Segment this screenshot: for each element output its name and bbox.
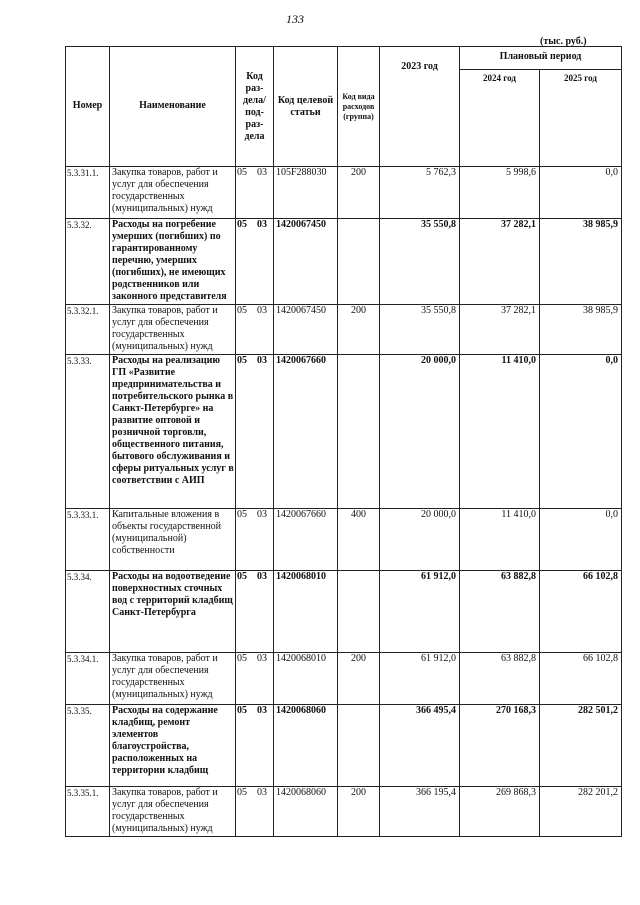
table-row: [66, 355, 622, 509]
table-row: [66, 653, 622, 705]
row-number: 5.3.32.1.: [66, 305, 110, 355]
table-row: [66, 167, 622, 219]
table-row: [66, 705, 622, 787]
table-row: [66, 219, 622, 305]
row-section: 05: [237, 167, 247, 178]
row-expense-type: [338, 219, 380, 305]
row-value-2025: 282 201,2: [540, 787, 622, 837]
row-name: Расходы на водоотведение поверхностных сточных вод с территорий кладбищ Санкт-Петербурга: [110, 571, 236, 653]
row-target-code: 1420068010: [274, 653, 338, 705]
row-section: 05: [237, 571, 247, 582]
row-section-code: [236, 219, 274, 305]
row-section: 05: [237, 653, 247, 664]
header-section: Код раз-дела/ под-раз-дела: [236, 47, 274, 167]
row-target-code: 1420067660: [274, 355, 338, 509]
row-value-2023: 35 550,8: [380, 219, 460, 305]
row-section: 05: [237, 705, 247, 716]
row-number: 5.3.31.1.: [66, 167, 110, 219]
row-expense-type: 200: [338, 653, 380, 705]
row-target-code: 1420068010: [274, 571, 338, 653]
row-subsection: 03: [257, 571, 267, 582]
row-name: Закупка товаров, работ и услуг для обеспечения государственных (муниципальных) нужд: [110, 305, 236, 355]
row-number: 5.3.34.: [66, 571, 110, 653]
row-number: 5.3.32.: [66, 219, 110, 305]
row-section: 05: [237, 509, 247, 520]
row-value-2025: 66 102,8: [540, 653, 622, 705]
row-name: Капитальные вложения в объекты государственной (муниципальной) собственности: [110, 509, 236, 571]
row-number: 5.3.33.1.: [66, 509, 110, 571]
row-value-2025: 0,0: [540, 509, 622, 571]
row-subsection: 03: [257, 509, 267, 520]
row-name: Закупка товаров, работ и услуг для обеспечения государственных (муниципальных) нужд: [110, 787, 236, 837]
row-section: 05: [237, 787, 247, 798]
table-row: [66, 571, 622, 653]
header-target: Код целевой статьи: [274, 47, 338, 167]
row-value-2025: 38 985,9: [540, 219, 622, 305]
header-2023: 2023 год: [380, 47, 460, 167]
row-value-2024: 37 282,1: [460, 305, 540, 355]
row-expense-type: [338, 355, 380, 509]
row-section-code: [236, 305, 274, 355]
row-value-2024: 37 282,1: [460, 219, 540, 305]
row-subsection: 03: [257, 653, 267, 664]
row-section: 05: [237, 219, 247, 230]
row-value-2024: 11 410,0: [460, 355, 540, 509]
row-value-2023: 61 912,0: [380, 653, 460, 705]
row-subsection: 03: [257, 219, 267, 230]
row-value-2025: 0,0: [540, 167, 622, 219]
header-2024: 2024 год: [460, 70, 540, 167]
row-section-code: [236, 653, 274, 705]
row-value-2025: 66 102,8: [540, 571, 622, 653]
row-target-code: 1420067450: [274, 219, 338, 305]
row-expense-type: [338, 571, 380, 653]
row-subsection: 03: [257, 787, 267, 798]
row-section-code: [236, 705, 274, 787]
table-row: [66, 787, 622, 837]
row-target-code: 1420068060: [274, 787, 338, 837]
row-value-2023: 20 000,0: [380, 509, 460, 571]
row-expense-type: 200: [338, 167, 380, 219]
header-planning-period: Плановый период: [460, 47, 622, 70]
units-label: (тыс. руб.): [540, 36, 587, 47]
row-value-2024: 270 168,3: [460, 705, 540, 787]
row-name: Расходы на содержание кладбищ, ремонт элементов благоустройства, расположенных на территории кладбищ: [110, 705, 236, 787]
row-section-code: [236, 571, 274, 653]
row-number: 5.3.35.1.: [66, 787, 110, 837]
row-section-code: [236, 787, 274, 837]
row-subsection: 03: [257, 355, 267, 366]
row-value-2023: 366 195,4: [380, 787, 460, 837]
row-value-2023: 20 000,0: [380, 355, 460, 509]
header-name: Наименование: [110, 47, 236, 167]
row-value-2024: 5 998,6: [460, 167, 540, 219]
header-expense-type: Код вида расходов (группа): [338, 47, 380, 167]
row-expense-type: 400: [338, 509, 380, 571]
row-target-code: 1420067660: [274, 509, 338, 571]
row-target-code: 1420068060: [274, 705, 338, 787]
row-value-2024: 63 882,8: [460, 571, 540, 653]
row-value-2025: 0,0: [540, 355, 622, 509]
header-number: Номер: [66, 47, 110, 167]
row-number: 5.3.35.: [66, 705, 110, 787]
row-value-2024: 11 410,0: [460, 509, 540, 571]
row-section: 05: [237, 355, 247, 366]
row-value-2023: 5 762,3: [380, 167, 460, 219]
table-row: [66, 509, 622, 571]
row-number: 5.3.34.1.: [66, 653, 110, 705]
row-expense-type: [338, 705, 380, 787]
row-section-code: [236, 509, 274, 571]
row-number: 5.3.33.: [66, 355, 110, 509]
row-section-code: [236, 355, 274, 509]
row-target-code: 1420067450: [274, 305, 338, 355]
row-value-2023: 61 912,0: [380, 571, 460, 653]
table-row: [66, 305, 622, 355]
row-target-code: 105F288030: [274, 167, 338, 219]
row-value-2023: 366 495,4: [380, 705, 460, 787]
page-number: 133: [286, 12, 304, 26]
row-section-code: [236, 167, 274, 219]
row-value-2024: 269 868,3: [460, 787, 540, 837]
row-name: Расходы на погребение умерших (погибших) по гарантированному перечню, умерших (погибших), не имеющих родственников или законного представителя: [110, 219, 236, 305]
row-name: Закупка товаров, работ и услуг для обеспечения государственных (муниципальных) нужд: [110, 167, 236, 219]
row-value-2023: 35 550,8: [380, 305, 460, 355]
row-value-2025: 282 501,2: [540, 705, 622, 787]
budget-table: [65, 46, 622, 837]
row-subsection: 03: [257, 305, 267, 316]
row-expense-type: 200: [338, 787, 380, 837]
row-expense-type: 200: [338, 305, 380, 355]
row-name: Расходы на реализацию ГП «Развитие предпринимательства и потребительского рынка в Санкт-Петербурге» на развитие оптовой и розничной торговли, общественного питания, бытового обслуживания и сферы ритуальных услуг в соответствии с АИП: [110, 355, 236, 509]
row-subsection: 03: [257, 705, 267, 716]
header-2025: 2025 год: [540, 70, 622, 167]
row-subsection: 03: [257, 167, 267, 178]
row-value-2024: 63 882,8: [460, 653, 540, 705]
row-value-2025: 38 985,9: [540, 305, 622, 355]
row-name: Закупка товаров, работ и услуг для обеспечения государственных (муниципальных) нужд: [110, 653, 236, 705]
row-section: 05: [237, 305, 247, 316]
